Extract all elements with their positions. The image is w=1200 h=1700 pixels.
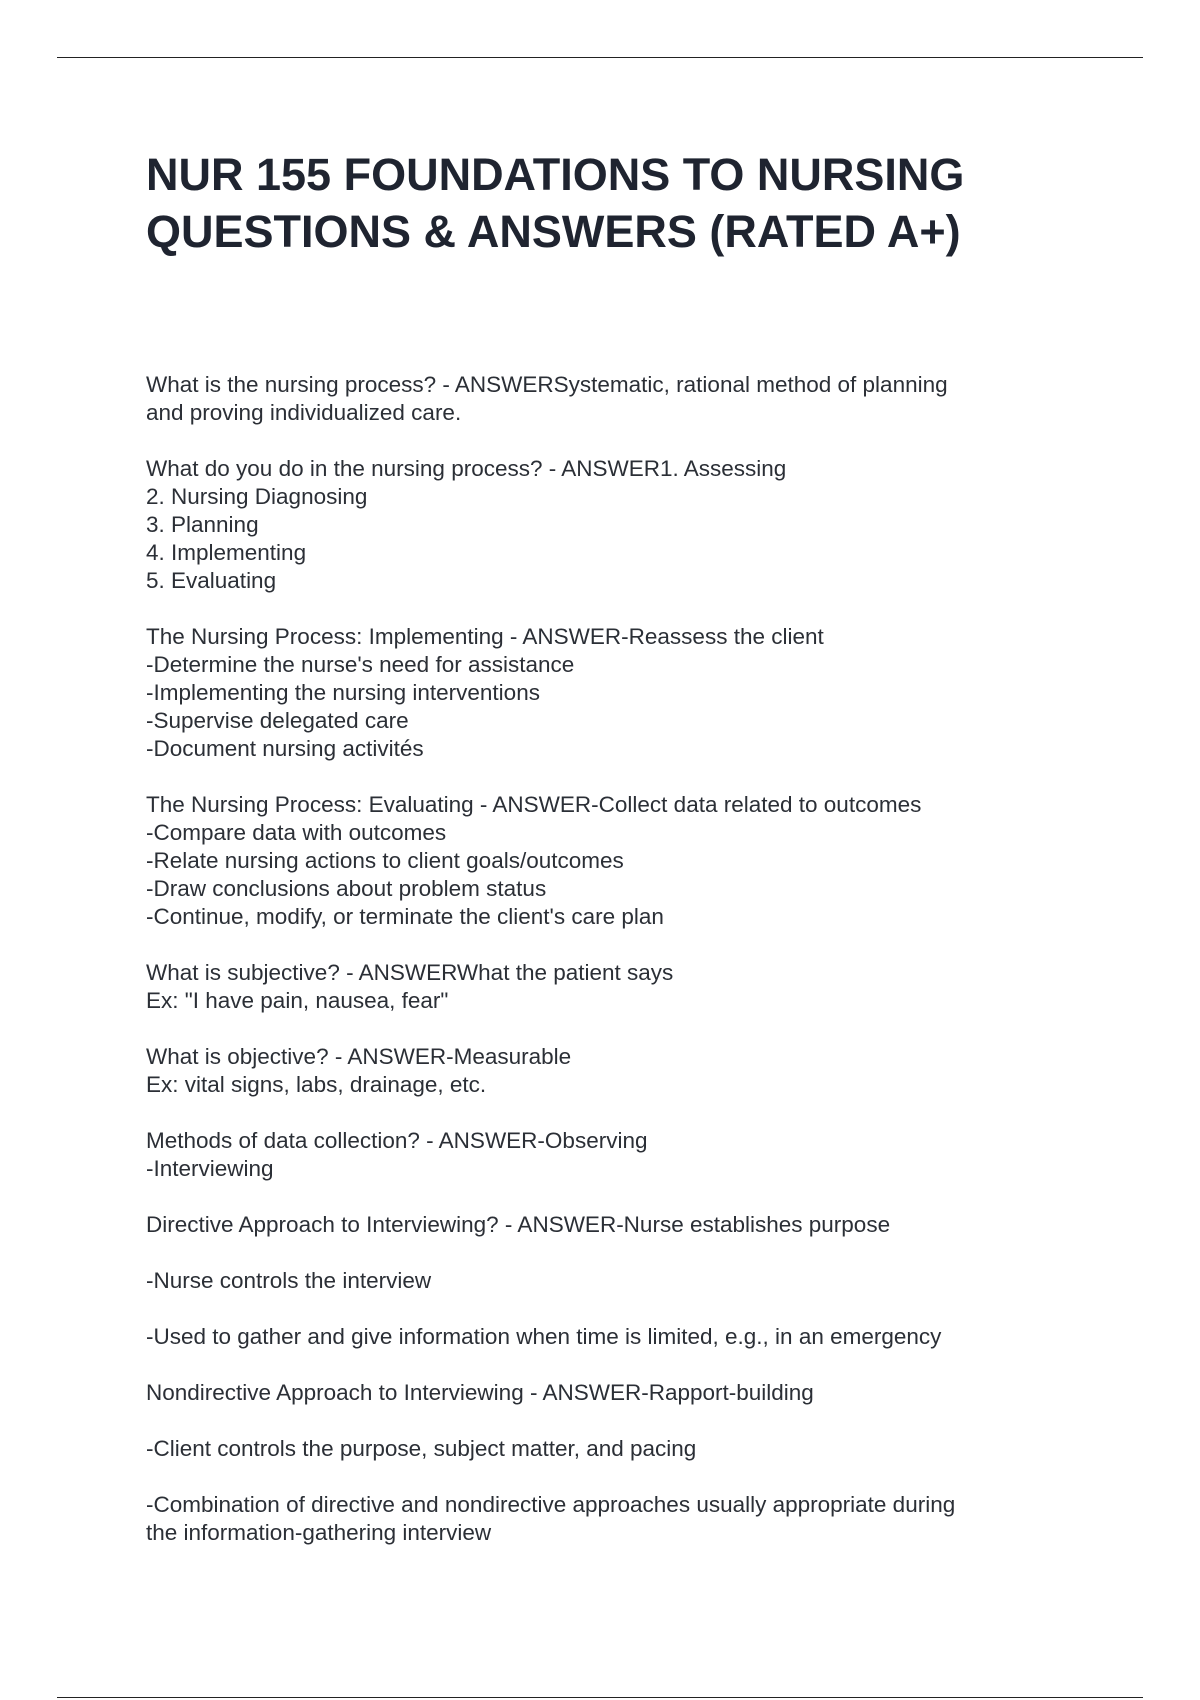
qa-list — [146, 371, 1046, 1547]
answer-line: -Combination of directive and nondirective approaches usually appropriate during — [146, 1492, 956, 1517]
document-title — [146, 146, 1046, 260]
answer-line: -Used to gather and give information when time is limited, e.g., in an emergency — [146, 1324, 942, 1349]
answer-line: and proving individualized care. — [146, 400, 462, 425]
answer-line: -Relate nursing actions to client goals/outcomes — [146, 848, 624, 873]
document-page — [146, 146, 1046, 1575]
answer-line: 3. Planning — [146, 512, 259, 537]
answer-line: -Determine the nurse's need for assistance — [146, 652, 575, 677]
answer-line: Ex: vital signs, labs, drainage, etc. — [146, 1072, 487, 1097]
answer-line: -Draw conclusions about problem status — [146, 876, 547, 901]
qa-item-directive-approach — [146, 1211, 1046, 1351]
qa-item-implementing — [146, 623, 1046, 763]
answer-line: 2. Nursing Diagnosing — [146, 484, 368, 509]
answer-line: 5. Evaluating — [146, 568, 277, 593]
question-line: Nondirective Approach to Interviewing - ANSWER-Rapport-building — [146, 1380, 814, 1405]
qa-item-nondirective-approach — [146, 1379, 1046, 1547]
question-line: The Nursing Process: Implementing - ANSWER-Reassess the client — [146, 624, 824, 649]
qa-item-subjective — [146, 959, 1046, 1015]
answer-line: -Compare data with outcomes — [146, 820, 447, 845]
answer-line: -Supervise delegated care — [146, 708, 409, 733]
qa-item-data-collection — [146, 1127, 1046, 1183]
qa-item-nursing-process — [146, 371, 1046, 427]
qa-item-evaluating — [146, 791, 1046, 931]
answer-line: -Nurse controls the interview — [146, 1268, 432, 1293]
question-line: What is subjective? - ANSWERWhat the patient says — [146, 960, 674, 985]
answer-line: the information-gathering interview — [146, 1520, 492, 1545]
question-line: What is objective? - ANSWER-Measurable — [146, 1044, 572, 1069]
title-line: QUESTIONS & ANSWERS (RATED A+) — [146, 206, 961, 257]
question-line: The Nursing Process: Evaluating - ANSWER-Collect data related to outcomes — [146, 792, 922, 817]
answer-line: -Document nursing activités — [146, 736, 424, 761]
answer-line: -Interviewing — [146, 1156, 274, 1181]
answer-line: -Implementing the nursing interventions — [146, 680, 540, 705]
qa-item-nursing-process-steps — [146, 455, 1046, 595]
question-line: What is the nursing process? - ANSWERSystematic, rational method of planning — [146, 372, 948, 397]
answer-line: Ex: "I have pain, nausea, fear" — [146, 988, 449, 1013]
answer-line: -Continue, modify, or terminate the client's care plan — [146, 904, 664, 929]
answer-line: -Client controls the purpose, subject matter, and pacing — [146, 1436, 697, 1461]
question-line: Methods of data collection? - ANSWER-Observing — [146, 1128, 648, 1153]
title-line: NUR 155 FOUNDATIONS TO NURSING — [146, 149, 965, 200]
question-line: Directive Approach to Interviewing? - ANSWER-Nurse establishes purpose — [146, 1212, 891, 1237]
qa-item-objective — [146, 1043, 1046, 1099]
header-rule — [57, 57, 1143, 58]
answer-line: 4. Implementing — [146, 540, 307, 565]
question-line: What do you do in the nursing process? - ANSWER1. Assessing — [146, 456, 787, 481]
footer-rule — [57, 1697, 1143, 1698]
